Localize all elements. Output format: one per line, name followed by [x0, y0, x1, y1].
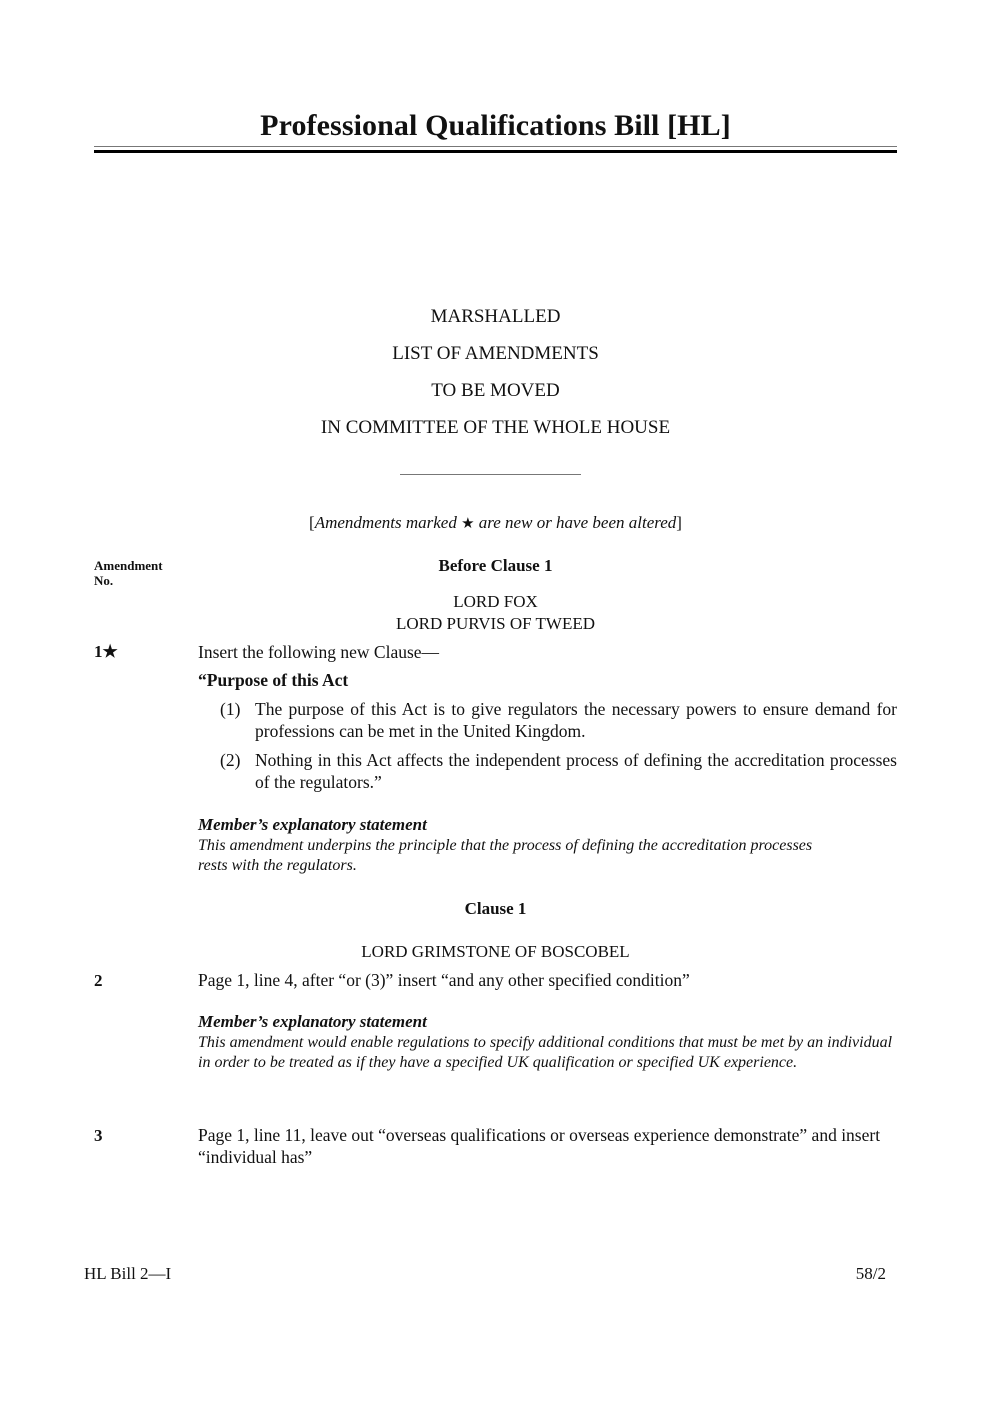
amendment-number-2: 2: [94, 971, 103, 990]
amendment-number-3: 3: [94, 1126, 103, 1145]
explanatory-statement-text: This amendment would enable regulations to specify additional conditions that must be met by an individual in order to be treated as if they have a specified UK qualification or specified UK experience.: [198, 1034, 893, 1071]
explanatory-statement-text: This amendment underpins the principle that the process of defining the accreditation processes rests with the regulators.: [198, 837, 813, 874]
page-reference: 58/2: [855, 1264, 886, 1283]
amendment-number-column-header: Amendment No.: [94, 558, 163, 588]
explanatory-statement-title: Member’s explanatory statement: [198, 815, 427, 834]
amendment-number-1: 1★: [94, 642, 118, 661]
sponsor-name: LORD GRIMSTONE OF BOSCOBEL: [361, 942, 630, 961]
title-rule-thin: [94, 146, 897, 147]
heading-line-to-be-moved: TO BE MOVED: [431, 380, 560, 401]
heading-line-marshalled: MARSHALLED: [430, 306, 561, 327]
sponsor-name: LORD PURVIS OF TWEED: [395, 614, 596, 633]
amendments-note: [Amendments marked ★ are new or have been altered]: [309, 513, 682, 532]
subsection-2: [220, 749, 897, 793]
sponsor-name: LORD FOX: [453, 592, 538, 611]
section-heading-before-clause-1: Before Clause 1: [438, 556, 553, 575]
document-title: Professional Qualifications Bill [HL]: [260, 109, 731, 142]
heading-line-committee: IN COMMITTEE OF THE WHOLE HOUSE: [320, 417, 671, 438]
separator-line: [400, 474, 581, 475]
amendment-1-instruction: Insert the following new Clause—: [198, 642, 440, 662]
star-icon: ★: [461, 514, 475, 532]
section-heading-clause-1: Clause 1: [464, 899, 527, 918]
amendment-3-instruction: Page 1, line 11, leave out “overseas qualifications or overseas experience demonstrate” and insert “individual has”: [198, 1125, 881, 1167]
subsection-text: The purpose of this Act is to give regulators the necessary powers to ensure demand for professions can be met in the United Kingdom.: [255, 699, 897, 741]
subsection-text: Nothing in this Act affects the independent process of defining the accreditation processes of the regulators.”: [255, 750, 897, 792]
subsection-1: [220, 698, 897, 742]
subsection-number: (1): [220, 699, 241, 719]
new-clause-title: “Purpose of this Act: [198, 670, 349, 690]
amendment-2-instruction: Page 1, line 4, after “or (3)” insert “and any other specified condition”: [198, 970, 690, 990]
explanatory-statement-title: Member’s explanatory statement: [198, 1012, 427, 1031]
heading-line-list-of-amendments: LIST OF AMENDMENTS: [392, 343, 599, 364]
bill-reference: HL Bill 2—I: [84, 1264, 172, 1283]
note-text: Amendments marked ★ are new or have been altered: [314, 513, 677, 532]
subsection-number: (2): [220, 750, 241, 770]
title-rule-thick: [94, 150, 897, 153]
